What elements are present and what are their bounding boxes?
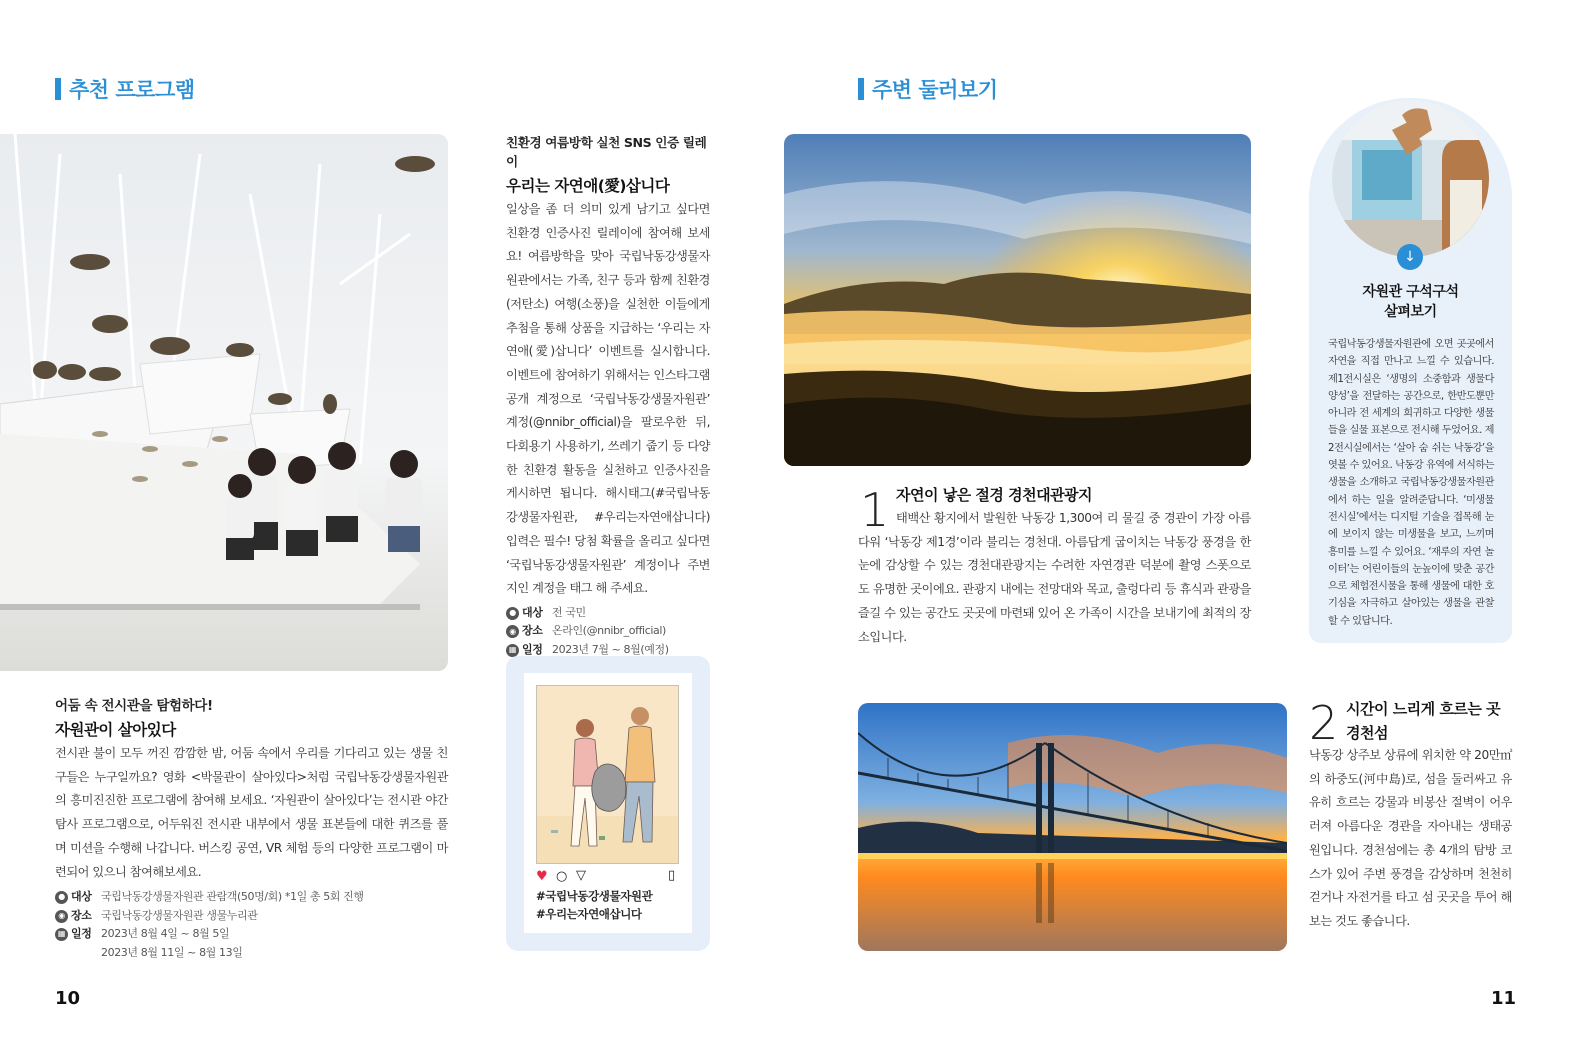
page-number-left: 10 [55, 988, 81, 1009]
article-sns-relay [506, 132, 710, 659]
instagram-post [524, 673, 692, 933]
sidebar-body: 국립낙동강생물자원관에 오면 곳곳에서 자연을 직접 만나고 느낄 수 있습니다. 제1전시실은 ‘생명의 소중함과 생물다양성’을 전달하는 공간으로, 한반도뿐만 아니라 전 세계의 희귀하고 다양한 생물들을 실물 표본으로 전시해 두었어요. 제2전시실에서는 ‘살아 숨 쉬는 낙동강’을 엿볼 수 있어요. 낙동강 유역에 서식하는 생물을 소개하고 국립낙동강생물자원관에서 하는 일을 알려준답니다. ‘미생물 전시실’에서는 디지털 기술을 접목해 눈에 보이지 않는 미생물을 보고, 느끼며 흥미를 느낄 수 있어요. ‘재루의 자연 놀이터’는 어린이들의 눈높이에 맞춘 공간으로 체험전시물을 통해 생물에 대한 호기심을 자극하고 살아있는 생물을 관찰할 수 있답니다. [1328, 339, 1494, 627]
article-night-museum [55, 694, 448, 962]
hashtag-1: #국립낙동강생물자원관 [536, 889, 653, 903]
item-body-2: 낙동강 상주보 상류에 위치한 약 20만㎡의 하중도(河中島)로, 섬을 둘러싸고 유유히 흐르는 강물과 비봉산 절벽이 어우러져 아름다운 경관을 자아내는 생태공원입니다. 경천섬에는 총 4개의 탐방 코스가 있어 주변 풍경을 감상하며 천천히 걷거나 자전거를 타고 섬 곳곳을 투어 해 보는 것도 좋습니다. [1309, 748, 1512, 928]
section-title-text: 추천 프로그램 [69, 78, 195, 102]
article-headline: 자원관이 살아있다 [55, 721, 176, 739]
info-date: ▦ 일정 2023년 7월 ~ 8월(예정) [506, 641, 710, 660]
info-place: ◉ 장소 온라인(@nnibr_official) [506, 622, 710, 641]
comment-icon[interactable]: ○ [556, 869, 568, 884]
info-date: ▦ 일정 2023년 8월 4일 ~ 8월 5일 2023년 8월 11일 ~ 8월 13일 [55, 925, 448, 962]
instagram-card [506, 656, 710, 951]
item-body-1: 태백산 황지에서 발원한 낙동강 1,300여 리 물길 중 경관이 가장 아름다워 ‘낙동강 제1경’이라 불리는 경천대. 아름답게 굽이치는 낙동강 풍경을 한눈에 감상할 수 있는 경천대관광지는 수려한 자연경관 덕분에 촬영 스폿으로도 유명한 곳이에요. 관광지 내에는 전망대와 목교, 출렁다리 등 휴식과 관광을 즐길 수 있는 공간도 곳곳에 마련돼 있어 온 가족이 시간을 보내기에 최적의 장소입니다. [858, 511, 1251, 644]
location-pin-icon: ◉ [55, 910, 68, 923]
section-title-nearby [858, 74, 998, 104]
illustration-cleanup [536, 685, 679, 864]
article-kicker: 어둠 속 전시관을 탐험하다! [55, 698, 213, 714]
sidebar-title: 자원관 구석구석 살펴보기 [1362, 284, 1459, 320]
date-lines: 2023년 8월 4일 ~ 8월 5일 2023년 8월 11일 ~ 8월 13일 [101, 927, 243, 959]
title-accent-bar [55, 78, 61, 100]
hashtags [536, 887, 652, 923]
arrow-down-icon: ↓ [1397, 244, 1423, 270]
article-info [55, 888, 448, 962]
title-accent-bar [858, 78, 864, 100]
info-target: ● 대상 전 국민 [506, 604, 710, 623]
article-headline: 우리는 자연애(愛)삽니다 [506, 177, 670, 195]
item-title-2: 시간이 느리게 흐르는 곳 경천섬 [1346, 700, 1501, 742]
person-icon: ● [55, 891, 68, 904]
info-target: ● 대상 국립낙동강생물자원관 관람객(50명/회) *1일 총 5회 진행 [55, 888, 448, 907]
page-number-right: 11 [1491, 988, 1517, 1009]
item-number-1: 1 [860, 483, 890, 537]
section-title-recommended [55, 74, 195, 104]
exhibition-photo [0, 134, 448, 671]
section-title-text: 주변 둘러보기 [872, 78, 998, 102]
article-body: 일상을 좀 더 의미 있게 남기고 싶다면 친환경 인증사진 릴레이에 참여해 보세요! 여름방학을 맞아 국립낙동강생물자원관에서는 가족, 친구 등과 함께 친환경(저탄소) 여행(소풍)을 실천한 이들에게 추첨을 통해 상품을 지급하는 ‘우리는 자연애(愛)삽니다’ 이벤트를 실시합니다. 이벤트에 참여하기 위해서는 인스타그램 공개 계정으로 ‘국립낙동강생물자원관’ 계정(@nnibr_official)을 팔로우한 뒤, 다회용기 사용하기, 쓰레기 줍기 등 다양한 친환경 활동을 실천하고 인증사진을 게시하면 됩니다. 해시태그(#국립낙동강생물자원관, #우리는자연애삽니다) 입력은 필수! 당첨 확률을 올리고 싶다면 ‘국립낙동강생물자원관’ 계정이나 주변 지인 계정을 태그 해 주세요. [506, 202, 710, 596]
museum-interior-photo [1332, 100, 1489, 257]
gyeongcheondae-photo [784, 134, 1251, 466]
info-place: ◉ 장소 국립낙동강생물자원관 생물누리관 [55, 907, 448, 926]
location-pin-icon: ◉ [506, 625, 519, 638]
item-title-1: 자연이 낳은 절경 경천대관광지 [896, 486, 1093, 504]
share-icon[interactable]: ▽ [576, 868, 586, 883]
article-body: 전시관 불이 모두 꺼진 깜깜한 밤, 어둠 속에서 우리를 기다리고 있는 생물 친구들은 누구일까요? 영화 <박물관이 살아있다>처럼 국립낙동강생물자원관의 흥미진진한 프로그램에 참여해 보세요. ‘자원관이 살아있다’는 전시관 야간 탐사 프로그램으로, 어두워진 전시관 내부에서 생물 표본들에 대한 퀴즈를 풀며 미션을 수행해 나갑니다. 버스킹 공연, VR 체험 등의 다양한 프로그램이 마련되어 있으니 참여해보세요. [55, 746, 448, 879]
bookmark-icon[interactable]: ▯ [668, 868, 676, 883]
calendar-icon: ▦ [55, 928, 68, 941]
heart-icon[interactable]: ♥ [536, 869, 548, 884]
calendar-icon: ▦ [506, 644, 519, 657]
gyeongcheonseom-bridge-photo [858, 703, 1287, 951]
item-number-2: 2 [1309, 696, 1339, 750]
person-icon: ● [506, 607, 519, 620]
hashtag-2: #우리는자연애삽니다 [536, 907, 642, 921]
article-kicker: 친환경 여름방학 실천 SNS 인증 릴레이 [506, 135, 707, 169]
article-info [506, 604, 710, 660]
